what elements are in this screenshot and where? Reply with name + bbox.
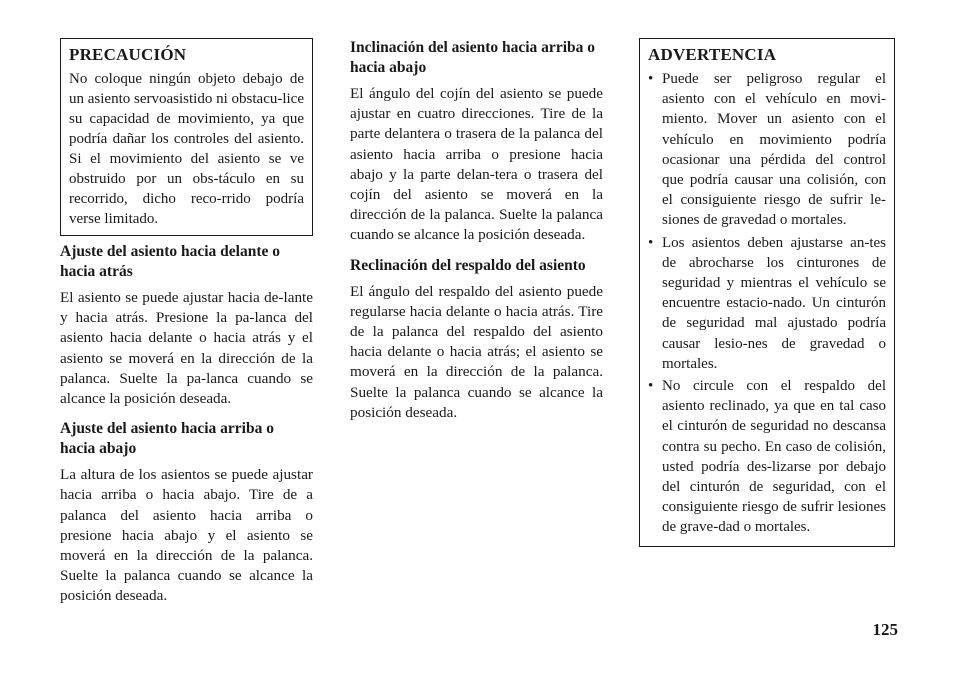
section-heading: Inclinación del asiento hacia arriba o hacia abajo (350, 39, 595, 76)
warning-title: ADVERTENCIA (648, 45, 777, 64)
warning-item (648, 233, 886, 374)
left-column (60, 38, 313, 607)
caution-title: PRECAUCIÓN (69, 45, 187, 64)
section-text: El ángulo del respaldo del asiento puede regularse hacia delante o hacia atrás. Tire de la palanca del respaldo del asiento hacia delante o hacia atrás; el asiento se moverá en la dirección de la palanca. Suelte la palanca cuando se alcance la posición deseada. (350, 282, 603, 421)
bullet-icon: • (648, 378, 654, 395)
middle-column (350, 38, 603, 423)
right-column (639, 38, 895, 547)
bullet-icon: • (648, 71, 654, 87)
section-heading: Ajuste del asiento hacia delante o hacia atrás (60, 243, 281, 280)
section-text: El ángulo del cojín del asiento se puede ajustar en cuatro direcciones. Tire de la parte delantera o trasera de la palanca del asiento hacia arriba o presione hacia abajo y la parte delan-tera o trasera del cojín del asiento se moverá en la dirección de la palanca. Suelte la palanca cuando se alcance la posición deseada. (350, 85, 603, 244)
page-number: 125 (872, 620, 898, 639)
warning-box (639, 38, 895, 547)
warning-list (648, 69, 886, 538)
caution-text: No coloque ningún objeto debajo de un asiento servoasistido ni obstacu-lice su capacidad de movimiento, ya que podría dañar los controles del asiento. Si el movimiento del asiento se ve obstruido por un obs-táculo en su recorrido, dicho reco-rrido podría verse limitado. (69, 71, 304, 227)
section-text: El asiento se puede ajustar hacia de-lante y hacia atrás. Presione la pa-lanca del asiento hacia delante o hacia atrás y el asiento se moverá en la dirección de la palanca. Suelte la pa-lanca cuando se alcance la posición deseada. (60, 289, 313, 408)
section-forward-back (60, 242, 313, 409)
section-heading: Ajuste del asiento hacia arriba o hacia abajo (60, 420, 274, 458)
warning-item (648, 376, 886, 538)
section-heading: Reclinación del respaldo del asiento (350, 256, 586, 274)
section-text: La altura de los asientos se puede ajustar hacia arriba o hacia abajo. Tire de a palanca del asiento hacia arriba o presione hacia abajo y el asiento se moverá en la dirección de la palanca. Suelte la palanca cuando se alcance la posición deseada. (60, 466, 313, 605)
bullet-icon: • (648, 234, 654, 251)
warning-item (648, 69, 886, 231)
warning-item-text: Los asientos deben ajustarse an-tes de abrocharse los cinturones de seguridad y mientras el vehículo se encuentre estacio-nado. Un cinturón de seguridad mal ajustado podría causar lesio-nes de gravedad o mortales. (662, 234, 886, 372)
section-up-down (60, 419, 313, 606)
warning-item-text: Puede ser peligroso regular el asiento con el vehículo en movi-miento. Mover un asiento con el vehículo en movimiento podría ocasionar una pérdida del control que podría causar una colisión, con el consiguiente riesgo de sufrir le-siones de gravedad o mortales. (662, 71, 886, 229)
section-tilt (350, 38, 603, 246)
warning-item-text: No circule con el respaldo del asiento reclinado, ya que en tal caso el cinturón de seguridad no descansa contra su pecho. En caso de colisión, usted podría des-lizarse por debajo del cinturón de seguridad, con el consiguiente riesgo de sufrir lesiones de grave-dad o mortales. (662, 378, 886, 536)
section-recline (350, 256, 603, 423)
caution-box (60, 38, 313, 236)
